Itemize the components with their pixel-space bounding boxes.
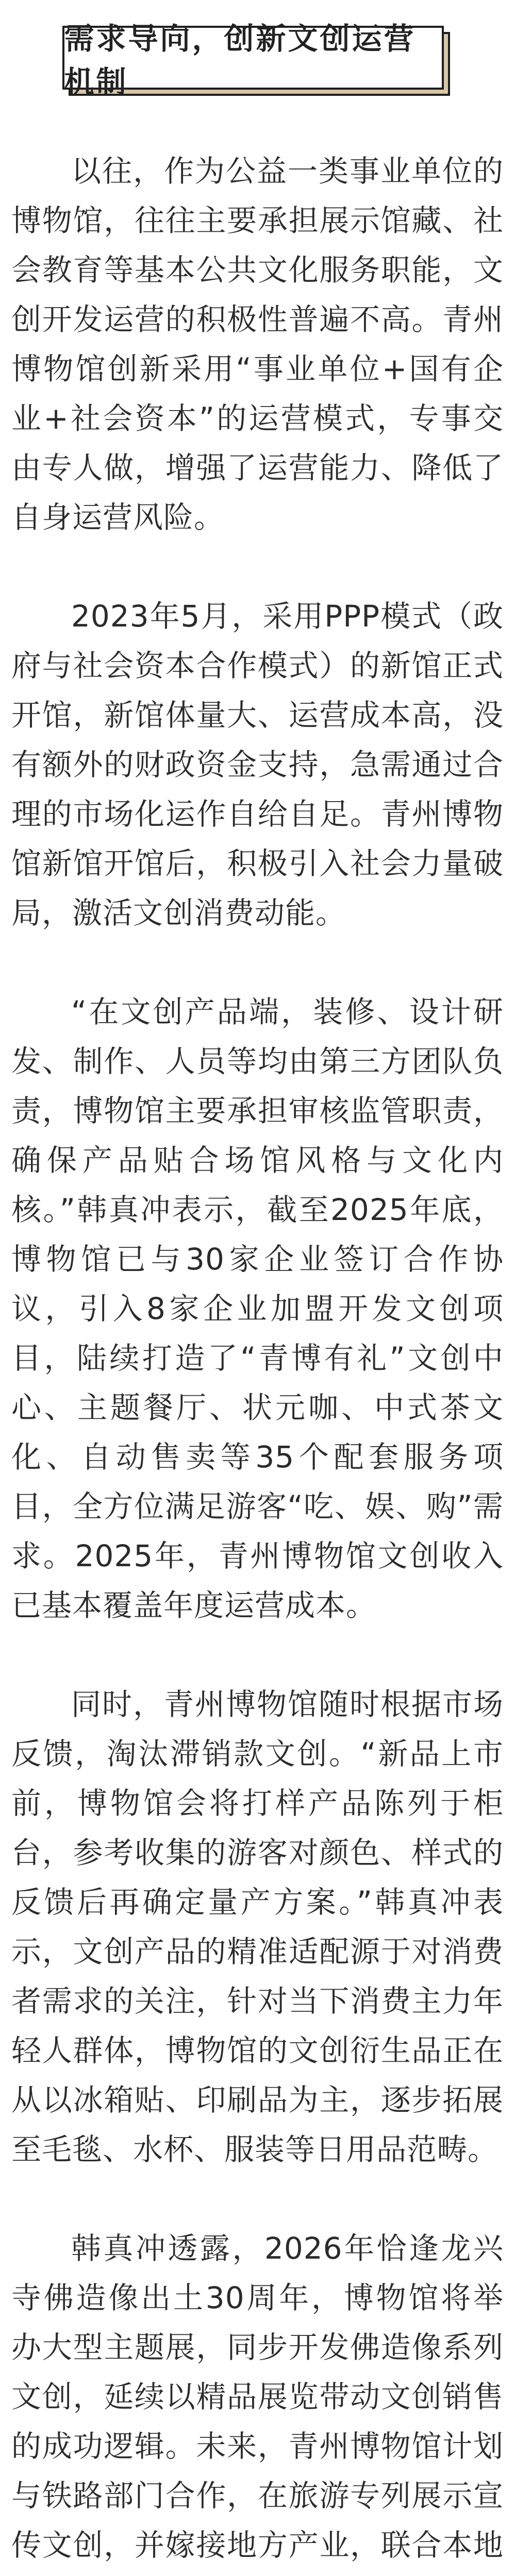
paragraph-3: “在文创产品端，装修、设计研发、制作、人员等均由第三方团队负责，博物馆主要承担审核监管职责，确保产品贴合场馆风格与文化内核。”韩真冲表示，截至2025年底，博物馆已与30家企业签订合作协议，引入8家企业加盟开发文创项目，陆续打造了“青博有礼”文创中心、主题餐厅、状元咖、中式茶文化、自动售卖等35个配套服务项目，全方位满足游客“吃、娱、购”需求。2025年，青州博物馆文创收入已基本覆盖年度运营成本。 [11,994,504,1623]
heading-frame [62,21,444,99]
paragraph-1: 以往，作为公益一类事业单位的博物馆，往往主要承担展示馆藏、社会教育等基本公共文化服务职能，文创开发运营的积极性普遍不高。青州博物馆创新采用“事业单位+国有企业+社会资本”的运营模式，专事交由专人做，增强了运营能力、降低了自身运营风险。 [11,154,504,535]
section-heading-text: 需求导向，创新文创运营机制 [64,21,416,99]
article-body [11,146,504,2576]
paragraph-2: 2023年5月，采用PPP模式（政府与社会资本合作模式）的新馆正式开馆，新馆体量大、运营成本高，没有额外的财政资金支持，急需通过合理的市场化运作自给自足。青州博物馆新馆开馆后，积极引入社会力量破局，激活文创消费动能。 [11,599,504,930]
paragraph-4: 同时，青州博物馆随时根据市场反馈，淘汰滞销款文创。“新品上市前，博物馆会将打样产品陈列于柜台，参考收集的游客对颜色、样式的反馈后再确定量产方案。”韩真冲表示，文创产品的精准适配源于对消费者需求的关注，针对当下消费主力年轻人群体，博物馆的文创衍生品正在从以冰箱贴、印刷品为主，逐步拓展至毛毯、水杯、服装等日用品范畴。 [11,1687,504,2167]
section-heading [62,21,453,99]
paragraph-5: 韩真冲透露，2026年恰逢龙兴寺佛造像出土30周年，博物馆将举办大型主题展，同步开发佛造像系列文创，延续以精品展览带动文创销售的成功逻辑。未来，青州博物馆计划与铁路部门合作，在旅游专列展示宣传文创，并嫁接地方产业，联合本地 [11,2231,504,2563]
article-page [0,21,515,2576]
